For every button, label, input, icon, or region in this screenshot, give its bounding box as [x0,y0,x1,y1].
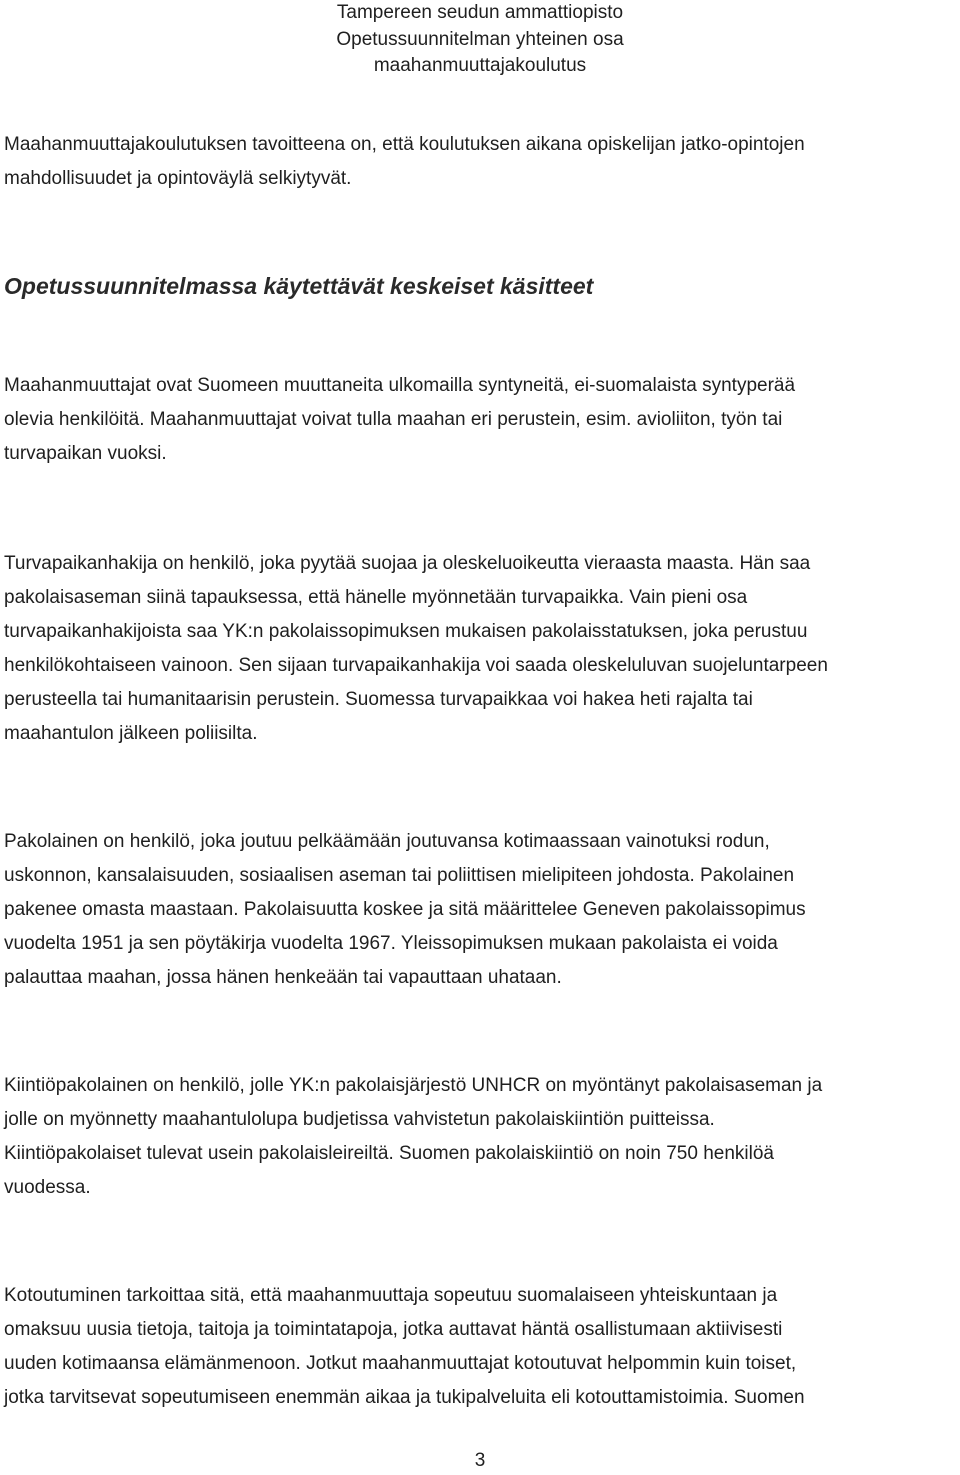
paragraph-maahanmuuttajat [4,369,958,471]
text-line: turvapaikan vuoksi. [4,443,167,464]
text-line: Kotoutuminen tarkoittaa sitä, että maahanmuuttaja sopeutuu suomalaiseen yhteiskuntaan ja [4,1285,778,1306]
text-line: henkilökohtaiseen vainoon. Sen sijaan turvapaikanhakija voi saada oleskeluluvan suojeluntarpeen [4,655,828,676]
text-line: uuden kotimaansa elämänmenoon. Jotkut maahanmuuttajat kotoutuvat helpommin kuin toiset, [4,1353,797,1374]
intro-paragraph [4,128,958,196]
header-school-name: Tampereen seudun ammattiopisto [336,2,624,23]
text-line: Turvapaikanhakija on henkilö, joka pyytää suojaa ja oleskeluoikeutta vieraasta maasta. Hän saa [4,553,811,574]
text-line: jotka tarvitsevat sopeutumiseen enemmän aikaa ja tukipalveluita eli kotouttamistoimia. Suomen [4,1387,805,1408]
header-curriculum-part: Opetussuunnitelman yhteinen osa [336,28,624,50]
text-line: Kiintiöpakolainen on henkilö, jolle YK:n pakolaisjärjestö UNHCR on myöntänyt pakolaisaseman ja [4,1075,823,1096]
text-line: pakolaisaseman siinä tapauksessa, että hänelle myönnetään turvapaikka. Vain pieni osa [4,587,748,608]
text-line: mahdollisuudet ja opintoväylä selkiytyvät. [4,168,352,189]
header-program-name: maahanmuuttajakoulutus [373,55,587,76]
text-line: pakenee omasta maastaan. Pakolaisuutta koskee ja sitä määrittelee Geneven pakolaissopimus [4,899,806,920]
page-number: 3 [474,1450,486,1471]
text-line: uskonnon, kansalaisuuden, sosiaalisen aseman tai poliittisen mielipiteen johdosta. Pakolainen [4,865,795,886]
text-line: Maahanmuuttajat ovat Suomeen muuttaneita ulkomailla syntyneitä, ei-suomalaista syntyperää [4,375,796,396]
text-line: olevia henkilöitä. Maahanmuuttajat voivat tulla maahan eri perustein, esim. avioliiton, työn tai [4,409,783,430]
text-line: maahantulon jälkeen poliisilta. [4,723,258,744]
paragraph-kotoutuminen [4,1279,958,1415]
text-line: Pakolainen on henkilö, joka joutuu pelkäämään joutuvansa kotimaassaan vainotuksi rodun, [4,831,770,852]
paragraph-kiintiopakolainen [4,1069,958,1205]
document-header [0,0,960,80]
section-heading: Opetussuunnitelmassa käytettävät keskeiset käsitteet [4,273,594,299]
text-line: Kiintiöpakolaiset tulevat usein pakolaisleireiltä. Suomen pakolaiskiintiö on noin 750 henkilöä [4,1143,774,1164]
text-line: perusteella tai humanitaarisin perustein. Suomessa turvapaikkaa voi hakea heti rajalta tai [4,689,753,710]
text-line: palauttaa maahan, jossa hänen henkeään tai vapauttaan uhataan. [4,967,562,988]
paragraph-turvapaikanhakija [4,547,958,751]
text-line: turvapaikanhakijoista saa YK:n pakolaissopimuksen mukaisen pakolaisstatuksen, joka perustuu [4,621,808,642]
paragraph-pakolainen [4,825,958,995]
text-line: jolle on myönnetty maahantulolupa budjetissa vahvistetun pakolaiskiintiön puitteissa. [4,1109,715,1130]
text-line: omaksuu uusia tietoja, taitoja ja toimintatapoja, jotka auttavat häntä osallistumaan aktiivisesti [4,1319,783,1340]
text-line: Maahanmuuttajakoulutuksen tavoitteena on, että koulutuksen aikana opiskelijan jatko-opintojen [4,134,805,155]
text-line: vuodessa. [4,1177,91,1198]
text-line: vuodelta 1951 ja sen pöytäkirja vuodelta 1967. Yleissopimuksen mukaan pakolaista ei voida [4,933,778,954]
